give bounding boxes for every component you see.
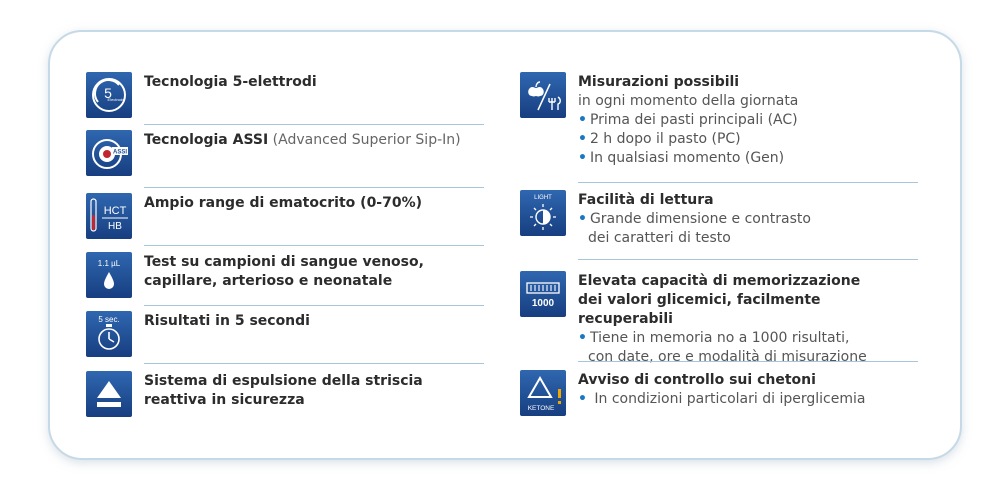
svg-text:Electrode: Electrode [107,97,125,102]
svg-text:5: 5 [104,85,112,101]
feature-title-line1: Test su campioni di sangue venoso, [144,254,424,270]
feature-item [520,260,918,365]
svg-text:5 sec.: 5 sec. [98,315,120,324]
svg-text:KETONE: KETONE [527,405,555,412]
svg-text:LIGHT: LIGHT [534,195,552,201]
five-electrodes-icon [86,72,132,118]
feature-title: Risultati in 5 secondi [144,313,310,329]
stopwatch-icon [86,311,132,357]
feature-item [86,125,484,188]
blood-drop-icon [86,252,132,298]
feature-subtitle: (Advanced Superior Sip-In) [272,132,461,148]
feature-title: Tecnologia 5-elettrodi [144,74,317,90]
feature-item [520,183,918,260]
right-feature-column [520,72,918,425]
feature-item [520,72,918,183]
svg-text:1.1 µL: 1.1 µL [97,259,121,268]
feature-title-line2: dei valori glicemici, facilmente recuperabili [578,292,821,327]
feature-item [86,72,484,125]
feature-title: Facilità di lettura [578,192,714,208]
svg-text:HB: HB [108,221,122,232]
feature-item [86,364,484,426]
feature-item [86,188,484,246]
meal-icon [520,72,566,118]
left-feature-column [86,72,484,426]
ketone-icon [520,370,566,416]
feature-title-line2: capillare, arterioso e neonatale [144,273,393,289]
feature-bullet: • Tiene in memoria no a 1000 risultati, [578,329,918,348]
feature-item [86,246,484,306]
feature-item [86,306,484,364]
feature-title: Avviso di controllo sui chetoni [578,372,816,388]
feature-bullet: • In qualsiasi momento (Gen) [578,149,798,168]
feature-bullet: • 2 h dopo il pasto (PC) [578,130,798,149]
backlight-icon [520,190,566,236]
assi-icon [86,130,132,176]
feature-title: Ampio range di ematocrito (0-70%) [144,195,423,211]
feature-bullet: • Prima dei pasti principali (AC) [578,111,798,130]
hct-hb-icon [86,193,132,239]
eject-icon [86,371,132,417]
feature-bullet-continuation: con date, ore e modalità di misurazione [588,349,867,365]
feature-title-line1: Elevata capacità di memorizzazione [578,273,861,289]
svg-text:HCT: HCT [103,205,127,217]
svg-text:1000: 1000 [531,298,555,309]
memory-icon [520,271,566,317]
feature-title: Misurazioni possibili [578,74,740,90]
feature-title-line1: Sistema di espulsione della striscia [144,373,423,389]
feature-bullet: • Grande dimensione e contrasto [578,210,811,229]
feature-bullet-continuation: dei caratteri di testo [588,230,731,246]
feature-item [520,362,918,425]
feature-subtitle: in ogni momento della giornata [578,93,799,109]
feature-title-line2: reattiva in sicurezza [144,392,305,408]
features-card [48,30,962,460]
svg-text:ASSI: ASSI [112,149,128,156]
feature-title: Tecnologia ASSI [144,132,269,148]
feature-bullet: • In condizioni particolari di iperglicemia [578,390,865,409]
